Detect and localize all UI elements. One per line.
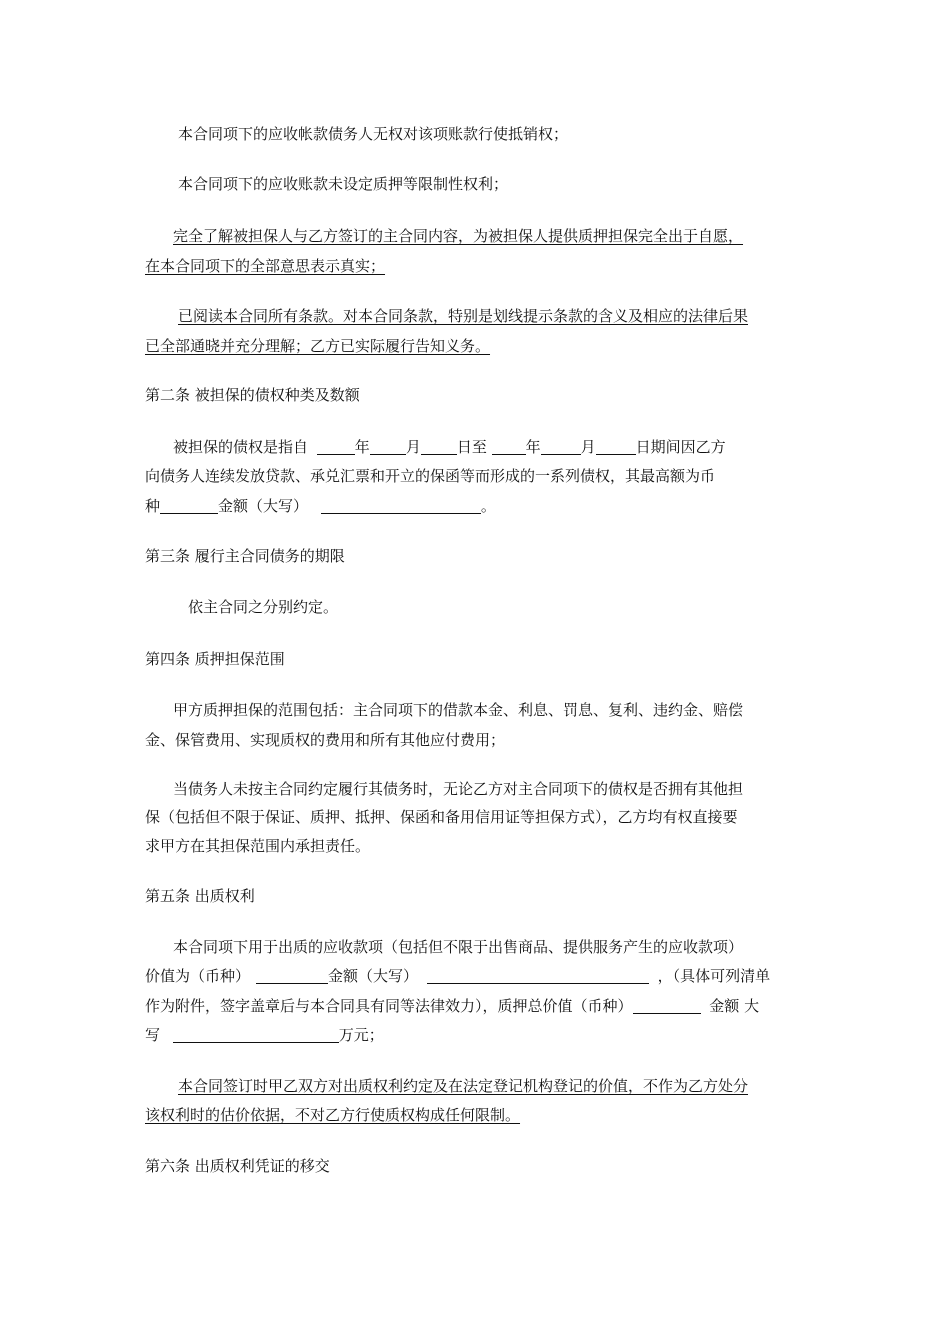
currency-blank[interactable] xyxy=(160,499,218,514)
article-5-line3 xyxy=(145,996,815,1016)
article-5-line1: 本合同项下用于出质的应收款项（包括但不限于出售商品、提供服务产生的应收款项） xyxy=(173,938,744,956)
article-5-p2-line1: 本合同签订时甲乙双方对出质权利约定及在法定登记机构登记的价值，不作为乙方处分 xyxy=(178,1077,749,1095)
period-mark: 。 xyxy=(480,497,496,515)
article-6-title: 第六条 出质权利凭证的移交 xyxy=(145,1157,330,1175)
total-value-label: 作为附件，签字盖章后与本合同具有同等法律效力），质押总价值（币种） xyxy=(145,997,633,1015)
total-currency-blank[interactable] xyxy=(633,999,701,1014)
value-currency-blank[interactable] xyxy=(256,969,328,984)
month-label: 月 xyxy=(405,438,421,456)
article-4-p1-line2: 金、保管费用、实现质权的费用和所有其他应付费用； xyxy=(145,731,506,749)
amount-label: 金额（大写） xyxy=(328,967,419,985)
paragraph-voluntary-line2: 在本合同项下的全部意思表示真实； xyxy=(145,257,386,275)
article-2-text: 被担保的债权是指自 xyxy=(173,438,309,456)
end-year-blank[interactable] xyxy=(492,440,526,455)
paragraph-no-restriction: 本合同项下的应收账款未设定质押等限制性权利； xyxy=(178,175,509,193)
start-day-blank[interactable] xyxy=(421,440,457,455)
wan-yuan-label: 万元； xyxy=(338,1026,384,1044)
start-month-blank[interactable] xyxy=(370,440,406,455)
month-label: 月 xyxy=(580,438,596,456)
total-amount-blank[interactable] xyxy=(173,1028,339,1043)
article-5-title: 第五条 出质权利 xyxy=(145,887,255,905)
year-label: 年 xyxy=(354,438,370,456)
day-to-label: 日至 xyxy=(456,438,487,456)
article-2-line1 xyxy=(173,437,843,457)
article-2-line2: 向债务人连续发放贷款、承兑汇票和开立的保函等而形成的一系列债权，其最高额为币 xyxy=(145,467,716,485)
article-2-line3 xyxy=(145,496,815,516)
amount-label: 金额（大写） xyxy=(218,497,309,515)
article-4-title: 第四条 质押担保范围 xyxy=(145,650,285,668)
end-month-blank[interactable] xyxy=(541,440,581,455)
article-3-body: 依主合同之分别约定。 xyxy=(188,598,339,616)
paragraph-read-terms-line1: 已阅读本合同所有条款。对本合同条款，特别是划线提示条款的含义及相应的法律后果 xyxy=(178,307,749,325)
total-amount-label: 金额 大 xyxy=(709,997,760,1015)
article-4-p1-line1: 甲方质押担保的范围包括：主合同项下的借款本金、利息、罚息、复利、违约金、赔偿 xyxy=(173,701,744,719)
value-amount-blank[interactable] xyxy=(427,969,649,984)
article-4-p2-line1: 当债务人未按主合同约定履行其债务时，无论乙方对主合同项下的债权是否拥有其他担 xyxy=(173,780,744,798)
value-currency-label: 价值为（币种） xyxy=(145,967,251,985)
article-4-p2-line2: 保（包括但不限于保证、质押、抵押、保函和备用信用证等担保方式），乙方均有权直接要 xyxy=(145,808,738,826)
article-5-p2-line2: 该权利时的估价依据，不对乙方行使质权构成任何限制。 xyxy=(145,1106,521,1124)
period-label: 日期间因乙方 xyxy=(635,438,726,456)
paragraph-read-terms-line2: 已全部通晓并充分理解；乙方已实际履行告知义务。 xyxy=(145,337,491,355)
article-5-line2 xyxy=(145,966,815,986)
paragraph-voluntary-line1: 完全了解被担保人与乙方签订的主合同内容，为被担保人提供质押担保完全出于自愿， xyxy=(173,227,744,245)
year-label: 年 xyxy=(525,438,541,456)
start-year-blank[interactable] xyxy=(317,440,355,455)
article-3-title: 第三条 履行主合同债务的期限 xyxy=(145,547,345,565)
article-2-title: 第二条 被担保的债权种类及数额 xyxy=(145,386,360,404)
write-label: 写 xyxy=(145,1026,161,1044)
end-day-blank[interactable] xyxy=(596,440,636,455)
paragraph-no-setoff: 本合同项下的应收帐款债务人无权对该项账款行使抵销权； xyxy=(178,125,569,143)
list-note: ，（具体可列清单 xyxy=(657,967,771,985)
article-5-line4 xyxy=(145,1025,815,1045)
article-4-p2-line3: 求甲方在其担保范围内承担责任。 xyxy=(145,837,371,855)
currency-label: 种 xyxy=(145,497,161,515)
amount-blank[interactable] xyxy=(321,499,481,514)
